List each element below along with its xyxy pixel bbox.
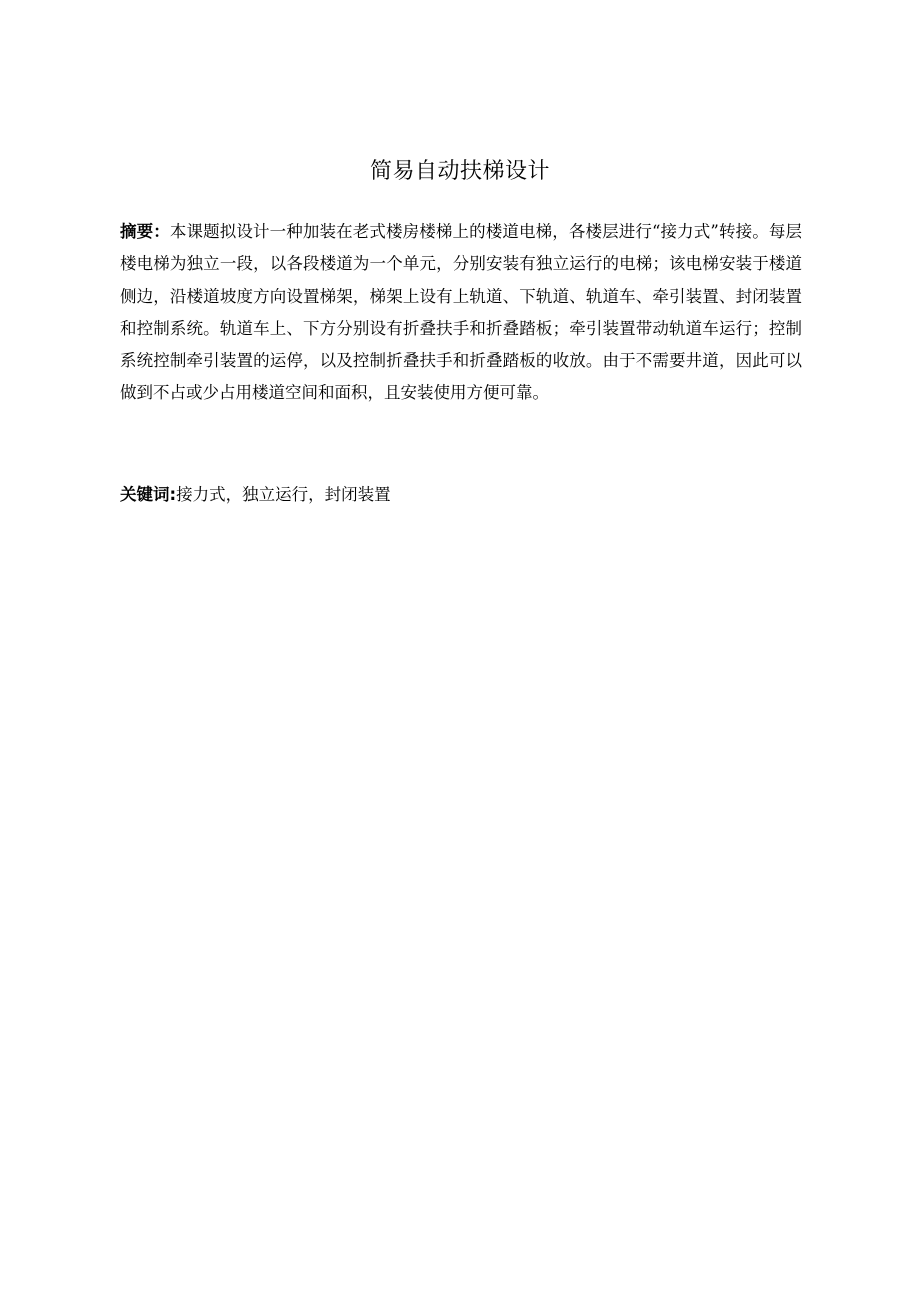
- abstract-text: 本课题拟设计一种加装在老式楼房楼梯上的楼道电梯，各楼层进行“接力式”转接。每层楼电梯为独立一段，以各段楼道为一个单元，分别安装有独立运行的电梯；该电梯安装于楼道侧边，沿楼道坡度方向设置梯架，梯架上设有上轨道、下轨道、轨道车、牵引装置、封闭装置和控制系统。轨道车上、下方分别设有折叠扶手和折叠踏板；牵引装置带动轨道车运行；控制系统控制牵引装置的运停，以及控制折叠扶手和折叠踏板的收放。由于不需要井道，因此可以做到不占或少占用楼道空间和面积，且安装使用方便可靠。: [120, 222, 802, 403]
- document-title: 简易自动扶梯设计: [369, 159, 550, 184]
- keywords-label: 关键词:: [120, 485, 177, 504]
- abstract-label: 摘要：: [120, 222, 170, 241]
- keywords-paragraph: [120, 479, 802, 511]
- keywords-text: 接力式，独立运行，封闭装置: [176, 485, 391, 504]
- abstract-paragraph: [120, 216, 802, 410]
